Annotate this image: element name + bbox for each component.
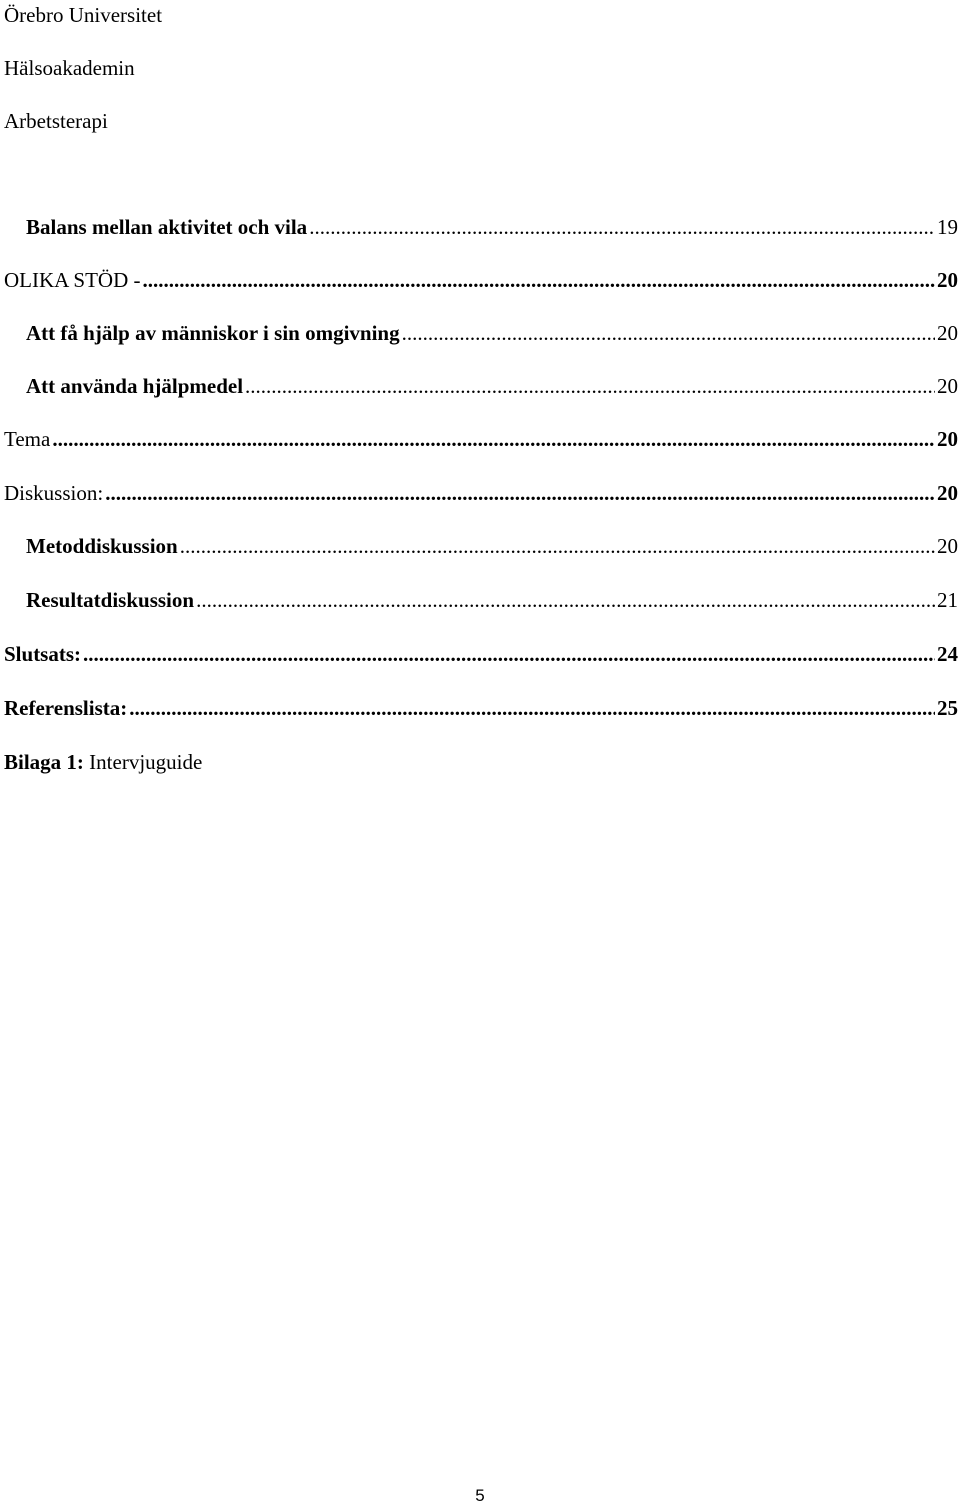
appendix-title: Intervjuguide — [89, 750, 203, 774]
toc-entry[interactable] — [4, 266, 958, 294]
toc-entry-page: 24 — [937, 642, 958, 666]
toc-dot-leader — [105, 479, 935, 507]
toc-dot-leader — [52, 425, 935, 453]
toc-entry-label: OLIKA STÖD - — [4, 268, 141, 292]
toc-entry-page: 20 — [937, 321, 958, 345]
toc-dot-leader — [129, 694, 935, 722]
toc-entry-label: Tema — [4, 427, 51, 451]
toc-entry-page: 20 — [937, 268, 958, 292]
toc-dot-leader — [196, 586, 935, 614]
toc-dot-leader — [309, 213, 935, 241]
page-number: 5 — [475, 1486, 485, 1505]
toc-entry[interactable] — [26, 372, 958, 400]
toc-entry-page: 19 — [937, 215, 958, 239]
toc-entry[interactable] — [26, 319, 958, 347]
university-name: Örebro Universitet — [4, 3, 163, 27]
toc-dot-leader — [245, 372, 935, 400]
toc-entry-label: Slutsats: — [4, 642, 82, 666]
toc-dot-leader — [143, 266, 936, 294]
toc-entry-label: Att använda hjälpmedel — [26, 374, 244, 398]
toc-entry[interactable] — [26, 213, 958, 241]
toc-entry-page: 20 — [937, 534, 958, 558]
appendix-entry — [4, 748, 202, 776]
toc-entry[interactable] — [26, 532, 958, 560]
toc-entry-page: 21 — [937, 588, 958, 612]
toc-entry-page: 20 — [937, 427, 958, 451]
toc-entry-page: 20 — [937, 374, 958, 398]
toc-entry-label: Resultatdiskussion — [26, 588, 195, 612]
toc-entry[interactable] — [4, 479, 958, 507]
toc-entry-label: Metoddiskussion — [26, 534, 178, 558]
appendix-label: Bilaga 1: — [4, 750, 84, 774]
toc-entry-page: 25 — [937, 696, 958, 720]
toc-entry-label: Balans mellan aktivitet och vila — [26, 215, 308, 239]
toc-dot-leader — [402, 319, 935, 347]
toc-entry[interactable] — [4, 694, 958, 722]
toc-dot-leader — [180, 532, 935, 560]
toc-entry[interactable] — [26, 586, 958, 614]
toc-entry-page: 20 — [937, 481, 958, 505]
toc-entry-label: Diskussion: — [4, 481, 104, 505]
toc-dot-leader — [83, 640, 935, 668]
toc-entry-label: Referenslista: — [4, 696, 128, 720]
program-name: Arbetsterapi — [4, 109, 108, 133]
academy-name: Hälsoakademin — [4, 56, 135, 80]
toc-entry[interactable] — [4, 425, 958, 453]
toc-entry-label: Att få hjälp av människor i sin omgivning — [26, 321, 400, 345]
toc-entry[interactable] — [4, 640, 958, 668]
